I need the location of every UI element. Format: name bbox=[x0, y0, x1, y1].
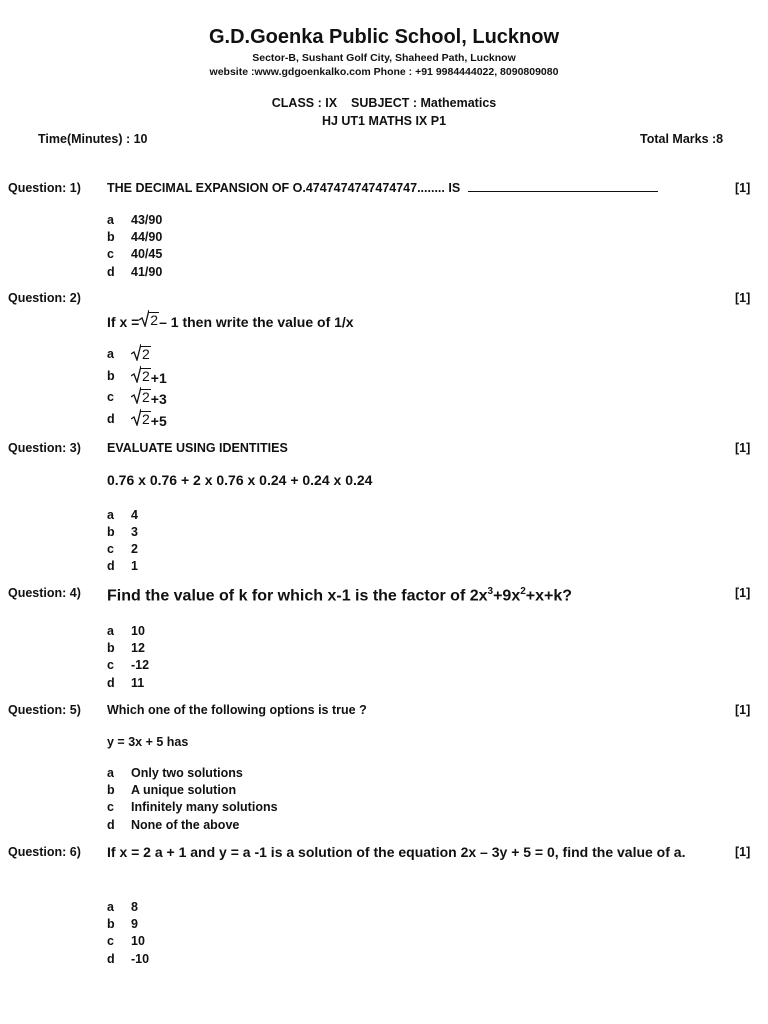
option-letter: b bbox=[107, 230, 115, 244]
option-letter: d bbox=[107, 412, 115, 426]
square-root-symbol: 2 bbox=[131, 386, 151, 404]
option-value: 12 bbox=[131, 641, 145, 655]
option-letter: c bbox=[107, 390, 114, 404]
option-letter: a bbox=[107, 900, 114, 914]
school-contact: website :www.gdgoenkalko.com Phone : +91 9984444022, 8090809080 bbox=[209, 66, 559, 78]
option-letter: a bbox=[107, 624, 114, 638]
option-letter: c bbox=[107, 542, 114, 556]
option-value: -10 bbox=[131, 952, 150, 966]
square-root-symbol: 2 bbox=[139, 309, 159, 327]
question-label: Question: 5) bbox=[8, 703, 81, 717]
question-marks: [1] bbox=[735, 703, 751, 717]
question-text: If x = 2 – 1 then write the value of 1/x bbox=[107, 309, 354, 330]
option-value: 2 +1 bbox=[131, 365, 167, 386]
option-letter: b bbox=[107, 369, 115, 383]
time-allowed: Time(Minutes) : 10 bbox=[38, 132, 148, 146]
question-label: Question: 6) bbox=[8, 845, 81, 859]
option-value: 10 bbox=[131, 624, 145, 638]
option-value: 2 +5 bbox=[131, 408, 167, 429]
question-marks: [1] bbox=[735, 586, 751, 600]
option-value: Infinitely many solutions bbox=[131, 800, 278, 814]
square-root-symbol: 2 bbox=[131, 408, 151, 426]
question-text: If x = 2 a + 1 and y = a -1 is a solution of the equation 2x – 3y + 5 = 0, find the value of a. bbox=[107, 844, 686, 860]
option-value: 3 bbox=[131, 525, 138, 539]
option-letter: a bbox=[107, 213, 114, 227]
option-value: 10 bbox=[131, 934, 145, 948]
option-value bbox=[131, 343, 151, 364]
option-value: 1 bbox=[131, 559, 138, 573]
option-letter: d bbox=[107, 265, 115, 279]
option-letter: a bbox=[107, 508, 114, 522]
question-text: EVALUATE USING IDENTITIES bbox=[107, 441, 288, 455]
option-letter: d bbox=[107, 818, 115, 832]
square-root-symbol: 2 bbox=[131, 365, 151, 383]
square-root-symbol: 2 bbox=[131, 343, 151, 361]
option-value: 9 bbox=[131, 917, 138, 931]
paper-code: HJ UT1 MATHS IX P1 bbox=[321, 114, 447, 128]
option-letter: d bbox=[107, 676, 115, 690]
question-expression: 0.76 x 0.76 + 2 x 0.76 x 0.24 + 0.24 x 0.24 bbox=[107, 472, 373, 488]
option-value: Only two solutions bbox=[131, 766, 243, 780]
question-marks: [1] bbox=[735, 441, 751, 455]
option-letter: c bbox=[107, 658, 114, 672]
question-marks: [1] bbox=[735, 291, 751, 305]
school-name: G.D.Goenka Public School, Lucknow bbox=[208, 26, 560, 48]
answer-blank bbox=[468, 181, 658, 192]
question-label: Question: 3) bbox=[8, 441, 81, 455]
class-label: CLASS : IX bbox=[271, 96, 338, 110]
question-marks: [1] bbox=[735, 181, 751, 195]
option-letter: b bbox=[107, 641, 115, 655]
question-text: Find the value of k for which x-1 is the factor of $2x^3+9x^2+x+k$? bbox=[107, 586, 573, 605]
option-letter: a bbox=[107, 347, 114, 361]
option-letter: a bbox=[107, 766, 114, 780]
option-value: 4 bbox=[131, 508, 138, 522]
school-address: Sector-B, Sushant Golf City, Shaheed Path, Lucknow bbox=[252, 52, 516, 64]
question-label: Question: 4) bbox=[8, 586, 81, 600]
option-value: 11 bbox=[131, 676, 145, 690]
question-label: Question: 2) bbox=[8, 291, 81, 305]
option-value: 40/45 bbox=[131, 247, 163, 261]
option-value: 43/90 bbox=[131, 213, 163, 227]
option-value: None of the above bbox=[131, 818, 240, 832]
option-value: -12 bbox=[131, 658, 150, 672]
total-marks: Total Marks :8 bbox=[640, 132, 724, 146]
option-value: 2 bbox=[131, 542, 138, 556]
option-value: 44/90 bbox=[131, 230, 163, 244]
option-value: 2 +3 bbox=[131, 386, 167, 407]
option-value: 41/90 bbox=[131, 265, 163, 279]
option-letter: d bbox=[107, 952, 115, 966]
question-text: THE DECIMAL EXPANSION OF O.4747474747474747........ IS bbox=[107, 181, 658, 195]
option-letter: b bbox=[107, 917, 115, 931]
option-letter: d bbox=[107, 559, 115, 573]
question-label: Question: 1) bbox=[8, 181, 81, 195]
question-text: Which one of the following options is true ? bbox=[107, 703, 367, 717]
class-subject-line bbox=[0, 96, 768, 110]
option-value: 8 bbox=[131, 900, 138, 914]
option-letter: c bbox=[107, 800, 114, 814]
option-letter: c bbox=[107, 934, 114, 948]
option-letter: b bbox=[107, 783, 115, 797]
option-letter: b bbox=[107, 525, 115, 539]
option-letter: c bbox=[107, 247, 114, 261]
question-equation: y = 3x + 5 has bbox=[107, 735, 189, 749]
option-value: A unique solution bbox=[131, 783, 237, 797]
subject-label: SUBJECT : Mathematics bbox=[351, 96, 497, 110]
question-marks: [1] bbox=[735, 845, 751, 859]
